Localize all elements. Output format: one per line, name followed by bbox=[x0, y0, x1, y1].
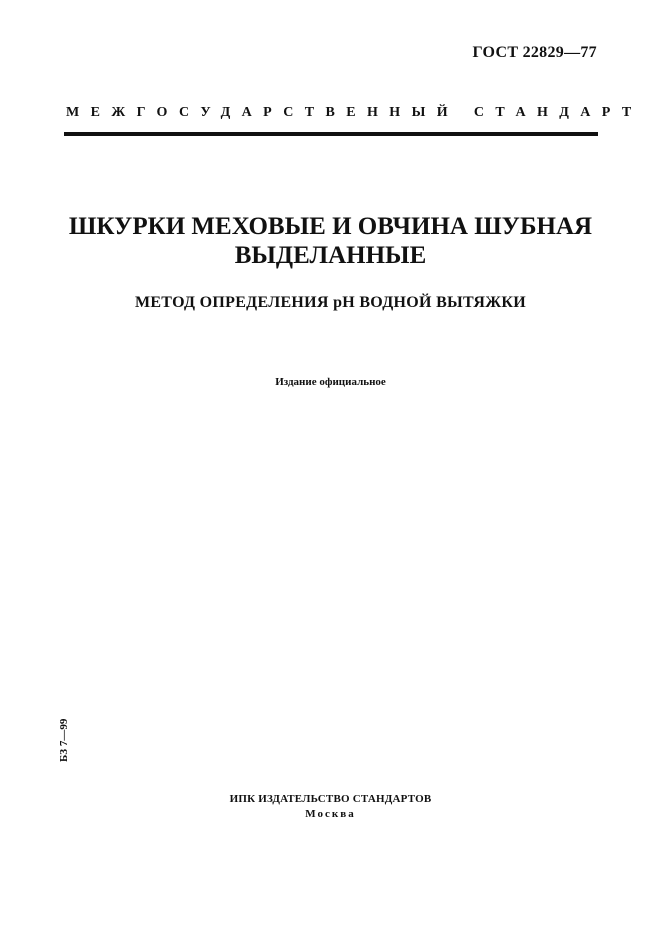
title-line-1: ШКУРКИ МЕХОВЫЕ И ОВЧИНА ШУБНАЯ bbox=[68, 213, 593, 240]
header-rule bbox=[64, 132, 598, 136]
side-code: БЗ 7—99 bbox=[58, 718, 70, 762]
standard-header: МЕЖГОСУДАРСТВЕННЫЙ СТАНДАРТ bbox=[66, 105, 643, 120]
document-title bbox=[40, 212, 621, 270]
document-code: ГОСТ 22829—77 bbox=[472, 44, 597, 61]
title-line-2: ВЫДЕЛАННЫЕ bbox=[234, 242, 427, 269]
publisher-name: ИПК ИЗДАТЕЛЬСТВО СТАНДАРТОВ bbox=[229, 793, 432, 805]
publisher-city: Москва bbox=[305, 808, 356, 820]
edition-label: Издание официальное bbox=[275, 376, 386, 388]
document-subtitle: МЕТОД ОПРЕДЕЛЕНИЯ pH ВОДНОЙ ВЫТЯЖКИ bbox=[134, 294, 527, 311]
